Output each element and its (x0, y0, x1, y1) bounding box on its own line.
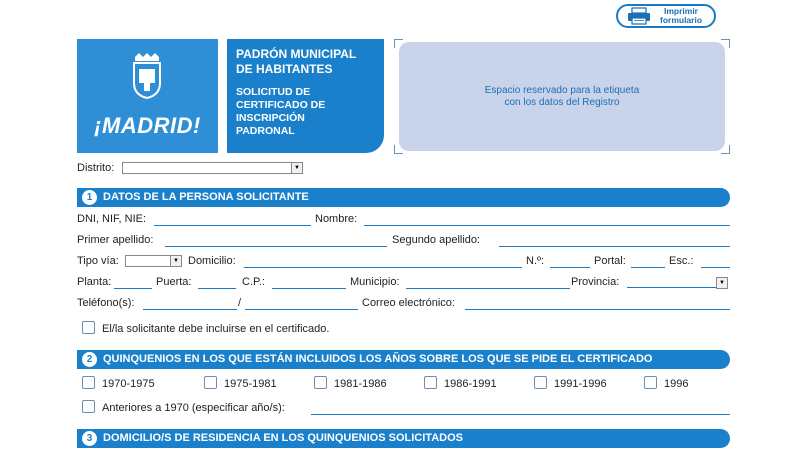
esc-input[interactable] (701, 267, 730, 268)
quinquenio-checkbox[interactable] (424, 376, 437, 389)
numero-label: N.º: (526, 255, 545, 267)
provincia-select[interactable] (627, 276, 728, 288)
subtitle-line1: SOLICITUD DE (236, 86, 311, 98)
section-title: QUINQUENIOS EN LOS QUE ESTÁN INCLUIDOS LOS AÑOS SOBRE LOS QUE SE PIDE EL CERTIFICADO (103, 353, 653, 365)
quinquenio-checkbox[interactable] (314, 376, 327, 389)
quinquenio-checkbox[interactable] (534, 376, 547, 389)
logo-wordmark: ¡MADRID! (94, 113, 201, 138)
portal-input[interactable] (631, 267, 665, 268)
title-line1: PADRÓN MUNICIPAL (236, 47, 357, 61)
esc-label: Esc.: (669, 255, 694, 267)
tipo-via-select[interactable] (125, 255, 182, 267)
provincia-label: Provincia: (571, 276, 620, 288)
registry-line2: con los datos del Registro (504, 96, 620, 108)
domicilio-input[interactable] (244, 267, 522, 268)
telefono1-input[interactable] (143, 309, 237, 310)
apellido1-label: Primer apellido: (77, 234, 154, 246)
section-1-header (77, 188, 730, 207)
correo-input[interactable] (465, 309, 730, 310)
subtitle-line3: INSCRIPCIÓN (236, 112, 305, 124)
section-3-header (77, 429, 730, 448)
cp-input[interactable] (272, 288, 346, 289)
municipio-label: Municipio: (350, 276, 400, 288)
chevron-down-icon: ▼ (170, 256, 181, 266)
section-2-header (77, 350, 730, 369)
title-line2: DE HABITANTES (236, 62, 333, 76)
section-title: DOMICILIO/S DE RESIDENCIA EN LOS QUINQUENIOS SOLICITADOS (103, 432, 463, 444)
puerta-input[interactable] (198, 288, 236, 289)
domicilio-label: Domicilio: (188, 255, 236, 267)
quinquenio-label: 1981-1986 (334, 378, 387, 390)
nombre-input[interactable] (364, 225, 730, 226)
municipio-input[interactable] (406, 288, 570, 289)
tipo-via-label: Tipo vía: (77, 255, 119, 267)
telefono2-input[interactable] (245, 309, 358, 310)
form-subtitle (236, 86, 376, 138)
dni-input[interactable] (154, 225, 311, 226)
form-title (236, 47, 376, 77)
print-label-line1: Imprimir (663, 6, 698, 16)
section-number: 1 (82, 190, 97, 205)
portal-label: Portal: (594, 255, 626, 267)
form-title-box (227, 39, 384, 153)
chevron-down-icon: ▼ (716, 277, 728, 289)
section-title: DATOS DE LA PERSONA SOLICITANTE (103, 191, 309, 203)
section-number: 3 (82, 431, 97, 446)
quinquenio-label: 1991-1996 (554, 378, 607, 390)
quinquenio-label: 1996 (664, 378, 689, 390)
section-number: 2 (82, 352, 97, 367)
registry-label-text (399, 42, 725, 151)
quinquenio-label: 1986-1991 (444, 378, 497, 390)
puerta-label: Puerta: (156, 276, 192, 288)
distrito-label: Distrito: (77, 162, 115, 174)
registry-line1: Espacio reservado para la etiqueta (484, 84, 640, 96)
numero-input[interactable] (550, 267, 590, 268)
quinquenio-checkbox[interactable] (82, 376, 95, 389)
chevron-down-icon: ▼ (291, 163, 302, 173)
anteriores-input[interactable] (311, 414, 730, 415)
telefono-label: Teléfono(s): (77, 297, 135, 309)
dni-label: DNI, NIF, NIE: (77, 213, 147, 225)
madrid-logo (77, 39, 218, 153)
printer-icon (626, 7, 652, 25)
apellido2-label: Segundo apellido: (392, 234, 481, 246)
print-form-button[interactable] (616, 4, 716, 28)
nombre-label: Nombre: (315, 213, 358, 225)
subtitle-line2: CERTIFICADO DE (236, 99, 326, 111)
quinquenio-checkbox[interactable] (204, 376, 217, 389)
apellido2-input[interactable] (499, 246, 730, 247)
print-label-line2: formulario (659, 15, 703, 25)
include-applicant-checkbox[interactable] (82, 321, 95, 334)
subtitle-line4: PADRONAL (236, 125, 295, 137)
planta-input[interactable] (114, 288, 152, 289)
quinquenio-label: 1970-1975 (102, 378, 155, 390)
distrito-select[interactable] (122, 162, 303, 174)
include-applicant-label: El/la solicitante debe incluirse en el certificado. (102, 323, 330, 335)
anteriores-label: Anteriores a 1970 (especificar año/s): (102, 402, 285, 414)
anteriores-checkbox[interactable] (82, 400, 95, 413)
madrid-crest-icon (129, 53, 165, 99)
registry-label-area (394, 39, 730, 154)
correo-label: Correo electrónico: (362, 297, 455, 309)
quinquenio-checkbox[interactable] (644, 376, 657, 389)
planta-label: Planta: (77, 276, 112, 288)
cp-label: C.P.: (242, 276, 266, 288)
quinquenio-label: 1975-1981 (224, 378, 277, 390)
apellido1-input[interactable] (165, 246, 387, 247)
telefono-separator: / (238, 297, 242, 309)
print-button-label (652, 7, 710, 25)
